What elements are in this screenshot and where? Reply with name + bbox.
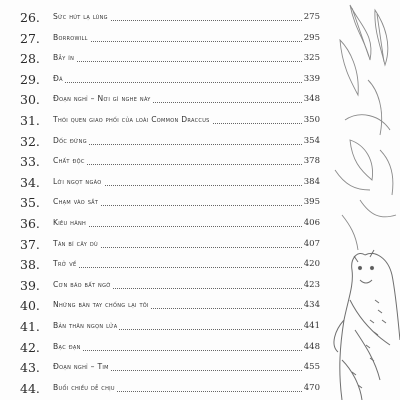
toc-entry	[0, 90, 330, 111]
chapter-title: Trở về	[53, 257, 78, 271]
page-number: 295	[303, 32, 320, 43]
page-number: 275	[303, 12, 320, 22]
chapter-title: Cơn bão bất ngờ	[53, 278, 113, 292]
toc-entry	[0, 111, 330, 132]
page-number: 420	[303, 259, 320, 270]
page-number: 448	[303, 341, 320, 352]
toc-entry	[0, 70, 330, 91]
chapter-title: Buổi chiều dễ chịu	[53, 381, 117, 395]
toc-entry	[0, 235, 330, 256]
page-number: 434	[303, 300, 320, 311]
page-number: 455	[303, 362, 320, 373]
dot-leader	[53, 41, 320, 42]
toc-entry	[0, 152, 330, 173]
chapter-title: Sức hút lạ lùng	[53, 10, 110, 24]
chapter-title: Bản thân ngọn lửa	[53, 319, 119, 333]
chapter-number: 41.	[20, 318, 40, 334]
chapter-title: Borrowill	[53, 31, 90, 45]
page-number: 395	[303, 197, 320, 208]
chapter-title: Kiêu hãnh	[53, 216, 88, 230]
chapter-title: Tán bí cây dù	[53, 237, 100, 251]
botanical-illustration	[330, 0, 400, 400]
chapter-number: 31.	[20, 112, 40, 128]
chapter-number: 30.	[20, 92, 40, 108]
chapter-number: 28.	[20, 51, 40, 67]
chapter-title: Bẫy ín	[53, 51, 76, 65]
chapter-number: 33.	[20, 154, 40, 170]
toc-entry	[0, 255, 330, 276]
dot-leader	[53, 350, 320, 351]
toc-entry	[0, 317, 330, 338]
chapter-number: 32.	[20, 133, 40, 149]
page-number: 423	[303, 279, 320, 290]
toc-entry	[0, 8, 330, 29]
page-number: 339	[303, 73, 320, 84]
dot-leader	[53, 226, 320, 227]
toc-entry	[0, 379, 330, 400]
dot-leader	[53, 164, 320, 165]
page-number: 470	[303, 382, 320, 393]
chapter-number: 39.	[20, 277, 40, 293]
page-number: 441	[303, 320, 320, 331]
chapter-title: Lời ngọt ngào	[53, 175, 104, 189]
toc-entry	[0, 296, 330, 317]
chapter-number: 34.	[20, 174, 40, 190]
toc-entry	[0, 358, 330, 379]
leaf-sketch	[335, 5, 396, 250]
chapter-title: Đá	[53, 72, 65, 86]
dot-leader	[53, 61, 320, 62]
chapter-title: Đoạn nghỉ – Tim	[53, 360, 111, 374]
dot-leader	[53, 144, 320, 145]
chapter-title: Dốc đứng	[53, 134, 89, 148]
chapter-number: 36.	[20, 215, 40, 231]
page-number: 354	[303, 135, 320, 146]
chapter-number: 38.	[20, 257, 40, 273]
chapter-number: 29.	[20, 71, 40, 87]
page-number: 406	[303, 217, 320, 228]
chapter-title: Đoạn nghỉ – Nơi gì nghe này	[53, 92, 153, 106]
dot-leader	[53, 82, 320, 83]
chapter-title: Bạc đạn	[53, 340, 83, 354]
page-number: 384	[303, 176, 320, 187]
toc-entry	[0, 173, 330, 194]
chapter-number: 44.	[20, 380, 40, 396]
creature-sketch	[334, 250, 400, 400]
chapter-title: Chất độc	[53, 154, 87, 168]
chapter-number: 35.	[20, 195, 40, 211]
toc-entry	[0, 276, 330, 297]
toc-entry	[0, 338, 330, 359]
toc-entry	[0, 132, 330, 153]
page-number: 378	[303, 156, 320, 167]
chapter-number: 37.	[20, 236, 40, 252]
page-number: 407	[303, 238, 320, 249]
chapter-title: Những bàn tay chống lại tôi	[53, 298, 151, 312]
chapter-number: 26.	[20, 10, 40, 25]
chapter-number: 40.	[20, 298, 40, 314]
page-number: 348	[303, 94, 320, 105]
toc-entry	[0, 193, 330, 214]
chapter-number: 42.	[20, 339, 40, 355]
chapter-title: Chạm vào sắt	[53, 195, 100, 209]
page-number: 325	[303, 53, 320, 64]
chapter-title: Thói quen giao phối của loài Common Draccus	[53, 113, 212, 127]
toc-entry	[0, 214, 330, 235]
chapter-number: 43.	[20, 360, 40, 376]
dot-leader	[53, 267, 320, 268]
toc-entry	[0, 49, 330, 70]
table-of-contents	[0, 8, 330, 399]
toc-entry	[0, 29, 330, 50]
chapter-number: 27.	[20, 30, 40, 46]
page-number: 350	[303, 114, 320, 125]
